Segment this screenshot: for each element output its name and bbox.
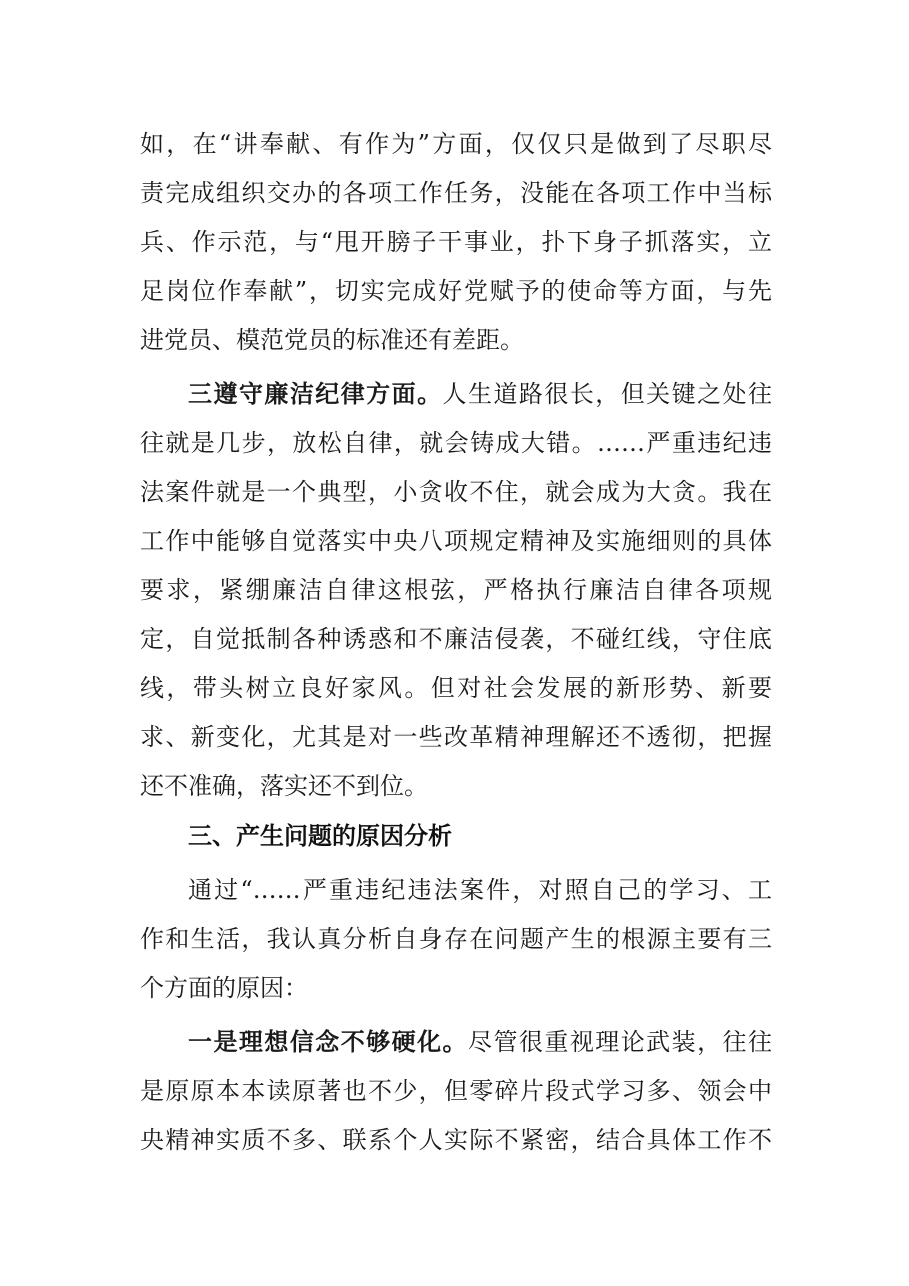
para3-line-2: 作和生活，我认真分析自身存在问题产生的根源主要有三 — [140, 925, 772, 953]
para3-line-1: 通过“……严重违纪违法案件，对照自己的学习、工 — [188, 876, 772, 904]
para2-line-8: 求、新变化，尤其是对一些改革精神理解还不透彻，把握 — [140, 723, 772, 751]
para2-line-9: 还不准确，落实还不到位。 — [140, 772, 428, 800]
para2-line-6: 定，自觉抵制各种诱惑和不廉洁侵袭，不碰红线，守住底 — [140, 625, 772, 653]
para2-line-5: 要求，紧绷廉洁自律这根弦，严格执行廉洁自律各项规 — [140, 576, 772, 604]
para4-first-rest: 尽管很重视理论武装，往往 — [468, 1028, 772, 1056]
para2-lead: 三遵守廉洁纪律方面。 — [188, 379, 443, 408]
para4-line-1 — [188, 1024, 772, 1060]
para2-line-4: 工作中能够自觉落实中央八项规定精神及实施细则的具体 — [140, 527, 772, 555]
section-heading: 三、产生问题的原因分析 — [188, 821, 452, 850]
para2-line-2: 往就是几步，放松自律，就会铸成大错。……严重违纪违 — [140, 429, 772, 457]
para4-line-3: 央精神实质不多、联系个人实际不紧密，结合具体工作不 — [140, 1126, 772, 1154]
para3-line-3: 个方面的原因： — [140, 974, 308, 1002]
para1-line-5: 进党员、模范党员的标准还有差距。 — [140, 326, 524, 354]
para2-line-7: 线，带头树立良好家风。但对社会发展的新形势、新要 — [140, 674, 772, 702]
para1-line-4: 足岗位作奉献”，切实完成好党赋予的使命等方面，与先 — [140, 277, 772, 305]
para1-line-3: 兵、作示范，与“甩开膀子干事业，扑下身子抓落实，立 — [140, 228, 772, 256]
para4-line-2: 是原原本本读原著也不少，但零碎片段式学习多、领会中 — [140, 1077, 772, 1105]
para2-first-rest: 人生道路很长，但关键之处往 — [442, 380, 773, 408]
para4-lead: 一是理想信念不够硬化。 — [188, 1027, 468, 1056]
para2-line-3: 法案件就是一个典型，小贪收不住，就会成为大贪。我在 — [140, 478, 772, 506]
para1-line-2: 责完成组织交办的各项工作任务，没能在各项工作中当标 — [140, 179, 772, 207]
para2-line-1 — [188, 376, 772, 412]
para1-line-1: 如，在“讲奉献、有作为”方面，仅仅只是做到了尽职尽 — [140, 130, 772, 158]
